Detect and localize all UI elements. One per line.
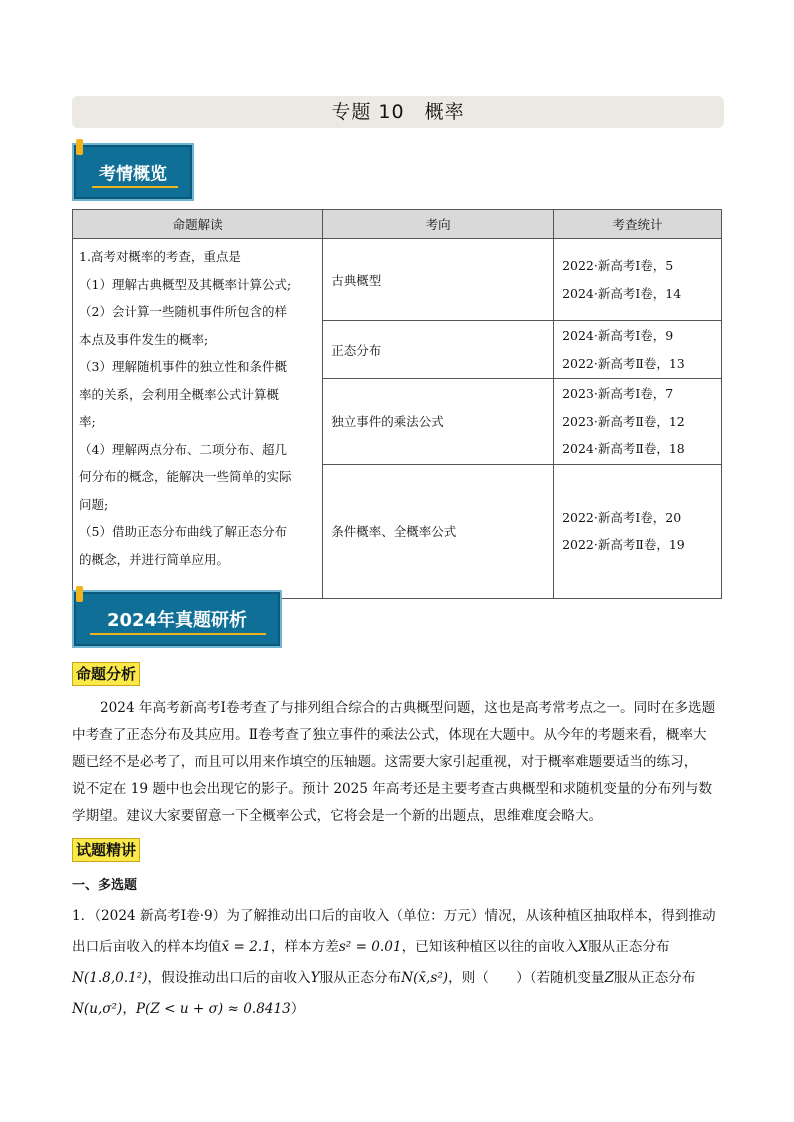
stats-cell: [554, 464, 722, 598]
math-var-y: Y: [310, 970, 320, 986]
table-header-cell: 考查统计: [554, 210, 722, 239]
math-normal-1: N(1.8,0.1²): [72, 970, 148, 986]
question-text: ，则（ ）（若随机变量: [448, 970, 605, 986]
table-header-cell: 考向: [323, 210, 554, 239]
table-header-row: [73, 210, 722, 239]
requirement-line: 1.高考对概率的考查，重点是: [79, 249, 241, 264]
topic-cell: 正态分布: [323, 321, 554, 379]
requirement-line: （1）理解古典概型及其概率计算公式;: [79, 276, 292, 292]
stat-line: 2024·新高考Ⅰ卷，14: [562, 285, 682, 301]
question-line: [72, 994, 732, 1025]
question-line: 1．（2024 新高考Ⅰ卷·9）为了解推动出口后的亩收入（单位：万元）情况，从该种植区抽取样本，得到推动: [72, 908, 716, 924]
stat-line: 2024·新高考Ⅱ卷，18: [562, 441, 685, 456]
math-sample-variance: s² = 0.01: [338, 939, 402, 955]
table-row: [73, 239, 722, 321]
question-1: [72, 901, 732, 1025]
analysis-heading: 命题分析: [72, 662, 140, 686]
math-normal-2: N(x̄,s²): [401, 970, 449, 986]
stat-line: 2024·新高考Ⅰ卷，9: [562, 328, 674, 343]
question-text: 服从正态分布: [319, 970, 402, 986]
stat-line: 2022·新高考Ⅰ卷，20: [562, 509, 682, 525]
overview-table: [72, 209, 722, 599]
math-var-z: Z: [604, 970, 614, 986]
badge-tab-marker: [76, 586, 83, 602]
badge-label: 考情概览: [99, 164, 167, 185]
badge-underline: [92, 186, 178, 188]
topic-cell: 独立事件的乘法公式: [323, 379, 554, 465]
paragraph-line: 题已经不是必考了，而且可以用来作填空的压轴题。这需要大家引起重视，对于概率难题要适当的练习，: [72, 754, 698, 770]
analysis-paragraph: [72, 695, 724, 830]
requirements-cell: [73, 239, 323, 599]
badge-underline: [90, 633, 266, 635]
section-title: 一、多选题: [72, 878, 138, 893]
stat-line: 2022·新高考Ⅱ卷，13: [562, 355, 685, 371]
requirement-line: 何分布的概念，能解决一些简单的实际: [79, 469, 292, 484]
requirement-line: （2）会计算一些随机事件所包含的样: [79, 304, 287, 319]
stats-cell: [554, 379, 722, 465]
math-probability: P(Z < u + σ) ≈ 0.8413: [135, 1001, 291, 1017]
stat-line: 2023·新高考Ⅱ卷，12: [562, 413, 685, 429]
requirement-line: （5）借助正态分布曲线了解正态分布: [79, 524, 287, 539]
question-text: ，假设推动出口后的亩收入: [147, 970, 311, 986]
stat-line: 2022·新高考Ⅰ卷，5: [562, 258, 674, 273]
requirement-line: （4）理解两点分布、二项分布、超几: [79, 441, 287, 457]
question-line: [72, 963, 732, 994]
section-badge-overview: [72, 143, 194, 201]
paragraph-line: 2024 年高考新高考Ⅰ卷考查了与排列组合综合的古典概型问题，这也是高考常考点之一。同时在多选题: [100, 700, 716, 716]
requirement-line: 率;: [79, 414, 96, 429]
question-text: ，样本方差: [270, 939, 339, 955]
paragraph-line: 说不定在 19 题中也会出现它的影子。预计 2025 年高考还是主要考查古典概型和求随机变量的分布列与数: [72, 781, 713, 797]
requirement-line: 率的关系，会利用全概率公式计算概: [79, 386, 280, 402]
requirement-line: （3）理解随机事件的独立性和条件概: [79, 359, 287, 374]
topic-cell: 古典概型: [323, 239, 554, 321]
question-text: 出口后亩收入的样本均值: [72, 939, 222, 955]
math-var-x: X: [578, 939, 588, 955]
section-badge-2024: [72, 590, 282, 648]
question-text: 服从正态分布: [587, 939, 670, 955]
table-header-cell: 命题解读: [73, 210, 323, 239]
topic-cell: 条件概率、全概率公式: [323, 464, 554, 598]
question-text: 服从正态分布: [613, 970, 696, 986]
badge-tab-marker: [76, 139, 83, 155]
practice-heading: 试题精讲: [72, 838, 140, 862]
question-text: ，: [122, 1001, 136, 1017]
stats-cell: [554, 321, 722, 379]
badge-label: 2024年真题研析: [106, 610, 248, 631]
stat-line: 2022·新高考Ⅱ卷，19: [562, 537, 685, 552]
stat-line: 2023·新高考Ⅰ卷，7: [562, 386, 674, 401]
math-sample-mean: x̄ = 2.1: [221, 939, 271, 955]
question-line: [72, 932, 732, 963]
paragraph-line: 学期望。建议大家要留意一下全概率公式，它将会是一个新的出题点，思维难度会略大。: [72, 808, 603, 824]
question-text: ，已知该种植区以往的亩收入: [401, 939, 579, 955]
page-title: 专题 10 概率: [72, 96, 724, 128]
requirement-line: 本点及事件发生的概率;: [79, 331, 209, 347]
paragraph-line: 中考查了正态分布及其应用。Ⅱ卷考查了独立事件的乘法公式，体现在大题中。从今年的考题来看，概率大: [72, 727, 707, 743]
question-text: ）: [290, 1001, 305, 1017]
requirement-line: 问题;: [79, 496, 109, 512]
requirement-line: 的概念，并进行简单应用。: [79, 551, 230, 567]
math-normal-3: N(u,σ²): [72, 1001, 123, 1017]
stats-cell: [554, 239, 722, 321]
